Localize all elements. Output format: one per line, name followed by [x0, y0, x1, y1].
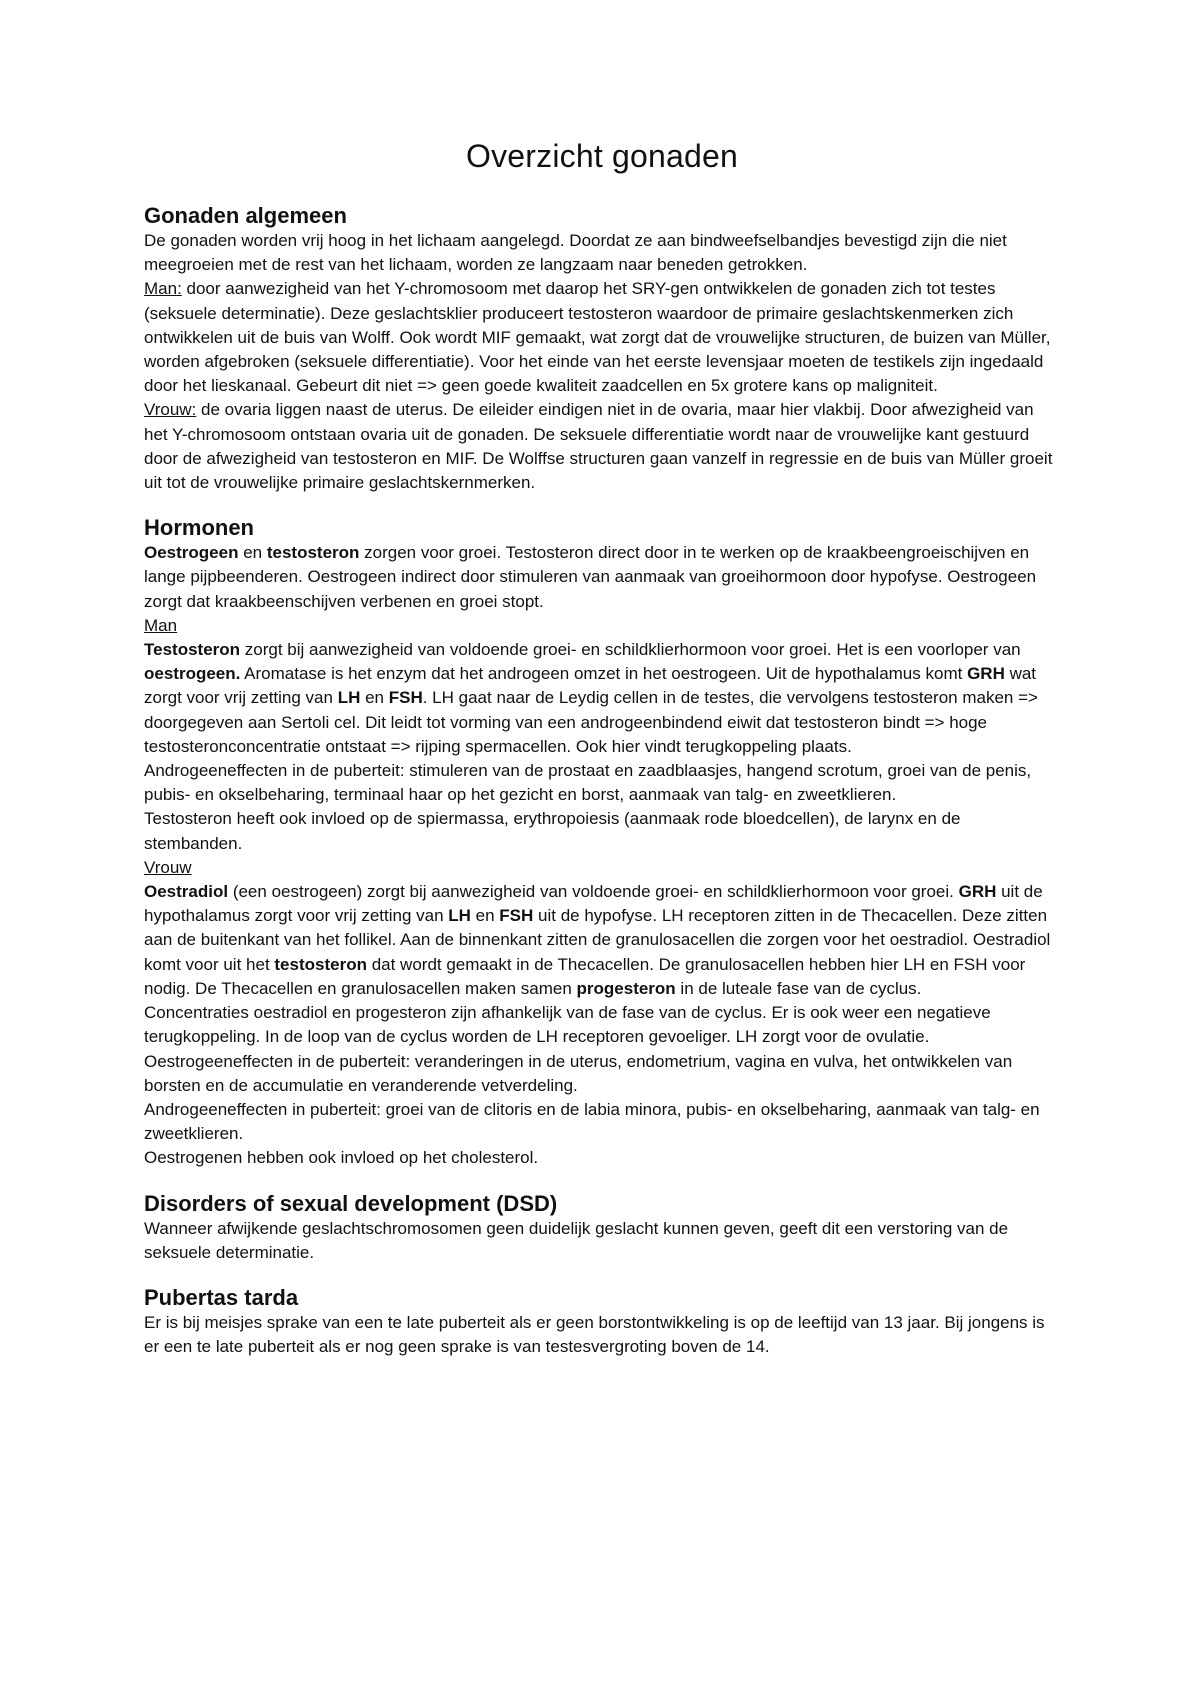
section-gonaden-algemeen	[144, 203, 1060, 495]
label-vrouw: Vrouw:	[144, 400, 197, 420]
paragraph: Testosteron heeft ook invloed op de spiermassa, erythropoiesis (aanmaak rode bloedcellen), de larynx en de stembanden.	[144, 809, 961, 853]
text: dat wordt gemaakt in de Thecacellen. De granulosacellen hebben hier LH en FSH voor nodig. De Thecacellen en granulosacellen maken samen	[144, 954, 1026, 998]
paragraph: Oestrogenen hebben ook invloed op het cholesterol.	[144, 1148, 539, 1168]
subheading-man	[144, 614, 1060, 638]
section-pubertas-tarda	[144, 1285, 1060, 1359]
section-heading: Pubertas tarda	[144, 1284, 299, 1310]
paragraph	[144, 880, 1060, 1001]
paragraph	[144, 541, 1060, 614]
label-man: Man:	[144, 279, 182, 299]
text: Aromatase is het enzym dat het androgeen omzet in het oestrogeen. Uit de hypothalamus komt	[240, 664, 968, 684]
term: oestrogeen.	[144, 664, 241, 684]
term: LH	[337, 688, 361, 708]
term: progesteron	[576, 978, 676, 998]
text: en	[238, 543, 267, 563]
paragraph: Androgeeneffecten in puberteit: groei van de clitoris en de labia minora, pubis- en okselbeharing, aanmaak van talg- en zweetklieren.	[144, 1099, 1040, 1144]
text: en	[360, 688, 389, 708]
paragraph: Androgeeneffecten in de puberteit: stimuleren van de prostaat en zaadblaasjes, hangend scrotum, groei van de penis, pubis- en okselbeharing, terminaal haar op het gezicht en borst, aanmaak van talg- en zweetklieren.	[144, 761, 1032, 805]
paragraph-man	[144, 277, 1060, 398]
text: zorgt bij aanwezigheid van voldoende groei- en schildklierhormoon voor groei. Het is een voorloper van	[240, 640, 1021, 660]
section-heading: Gonaden algemeen	[144, 203, 347, 228]
label-vrouw: Vrouw	[144, 857, 192, 877]
text: zorgen voor groei. Testosteron direct door in te werken op de kraakbeengroeischijven en lange pijpbeenderen. Oestrogeen indirect door stimuleren van aanmaak van groeihormoon door hypofyse. Oestrogeen zorgt dat kraakbeenschijven verbenen en groei stopt.	[144, 543, 1037, 611]
section-hormonen	[144, 515, 1060, 1170]
term: Testosteron	[144, 640, 241, 660]
section-heading: Disorders of sexual development (DSD)	[144, 1190, 558, 1216]
term: testosteron	[266, 543, 360, 563]
section-heading: Hormonen	[144, 515, 254, 541]
page-title: Overzicht gonaden	[465, 138, 738, 174]
text: uit de hypofyse. LH receptoren zitten in de Thecacellen. Deze zitten aan de buitenkant van het follikel. Aan de binnenkant zitten de granulosacellen die zorgen voor het oestradiol. Oestradiol komt voor uit het	[144, 906, 1051, 974]
text: uit de hypothalamus zorgt voor vrij zetting van	[144, 882, 1043, 926]
section-dsd	[144, 1191, 1060, 1265]
text: (een oestrogeen) zorgt bij aanwezigheid van voldoende groei- en schildklierhormoon voor groei.	[228, 882, 959, 902]
term: Oestradiol	[144, 882, 229, 902]
term: GRH	[958, 882, 997, 902]
term: GRH	[967, 664, 1005, 684]
paragraph-text: door aanwezigheid van het Y-chromosoom met daarop het SRY-gen ontwikkelen de gonaden zich tot testes (seksuele determinatie). Deze geslachtsklier produceert testosteron waardoor de primaire geslachtskenmerken zich ontwikkelen uit de buis van Wolff. Ook wordt MIF gemaakt, wat zorgt dat de vrouwelijke structuren, de buizen van Müller, worden afgebroken (seksuele differentiatie). Voor het einde van het eerste levensjaar moeten de testikels zijn ingedaald door het lieskanaal. Gebeurt dit niet => geen goede kwaliteit zaadcellen en 5x grotere kans op maligniteit.	[144, 279, 1051, 396]
text: in de luteale fase van de cyclus.	[675, 978, 922, 998]
paragraph: Wanneer afwijkende geslachtschromosomen geen duidelijk geslacht kunnen geven, geeft dit een verstoring van de seksuele determinatie.	[144, 1218, 1009, 1262]
paragraph-text: de ovaria liggen naast de uterus. De eileider eindigen niet in de ovaria, maar hier vlakbij. Door afwezigheid van het Y-chromosoom ontstaan ovaria uit de gonaden. De seksuele differentiatie wordt naar de vrouwelijke kant gestuurd door de afwezigheid van testosteron en MIF. De Wolffse structuren gaan vanzelf in regressie en de buis van Müller groeit uit tot de vrouwelijke primaire geslachtskernmerken.	[144, 400, 1053, 493]
paragraph: Er is bij meisjes sprake van een te late puberteit als er geen borstontwikkeling is op de leeftijd van 13 jaar. Bij jongens is er een te late puberteit als er nog geen sprake is van testesvergroting boven de 14.	[144, 1312, 1045, 1357]
paragraph: Oestrogeeneffecten in de puberteit: veranderingen in de uterus, endometrium, vagina en vulva, het ontwikkelen van borsten en de accumulatie en veranderende vetverdeling.	[144, 1051, 1013, 1095]
term: FSH	[388, 688, 423, 708]
paragraph-vrouw	[144, 398, 1060, 495]
term: LH	[448, 906, 471, 926]
paragraph: Concentraties oestradiol en progesteron zijn afhankelijk van de fase van de cyclus. Er is ook weer een negatieve terugkoppeling. In de loop van de cyclus worden de LH receptoren gevoeliger. LH zorgt voor de ovulatie.	[144, 1003, 991, 1047]
term: Oestrogeen	[144, 543, 239, 563]
paragraph	[144, 638, 1060, 759]
term: FSH	[499, 906, 534, 926]
text: wat zorgt voor vrij zetting van	[144, 664, 1037, 708]
subheading-vrouw	[144, 856, 1060, 880]
text: en	[470, 906, 500, 926]
text: . LH gaat naar de Leydig cellen in de testes, die vervolgens testosteron maken => doorgegeven aan Sertoli cel. Dit leidt tot vorming van een androgeenbindend eiwit dat testosteron bindt => hoge testosteronconcentratie ontstaat => rijping spermacellen. Ook hier vindt terugkoppeling plaats.	[144, 688, 1038, 756]
term: testosteron	[274, 954, 367, 974]
label-man: Man	[144, 615, 178, 635]
paragraph-text: De gonaden worden vrij hoog in het lichaam aangelegd. Doordat ze aan bindweefselbandjes bevestigd zijn die niet meegroeien met de rest van het lichaam, worden ze langzaam naar beneden getrokken.	[144, 231, 1007, 275]
paragraph	[144, 229, 1060, 277]
